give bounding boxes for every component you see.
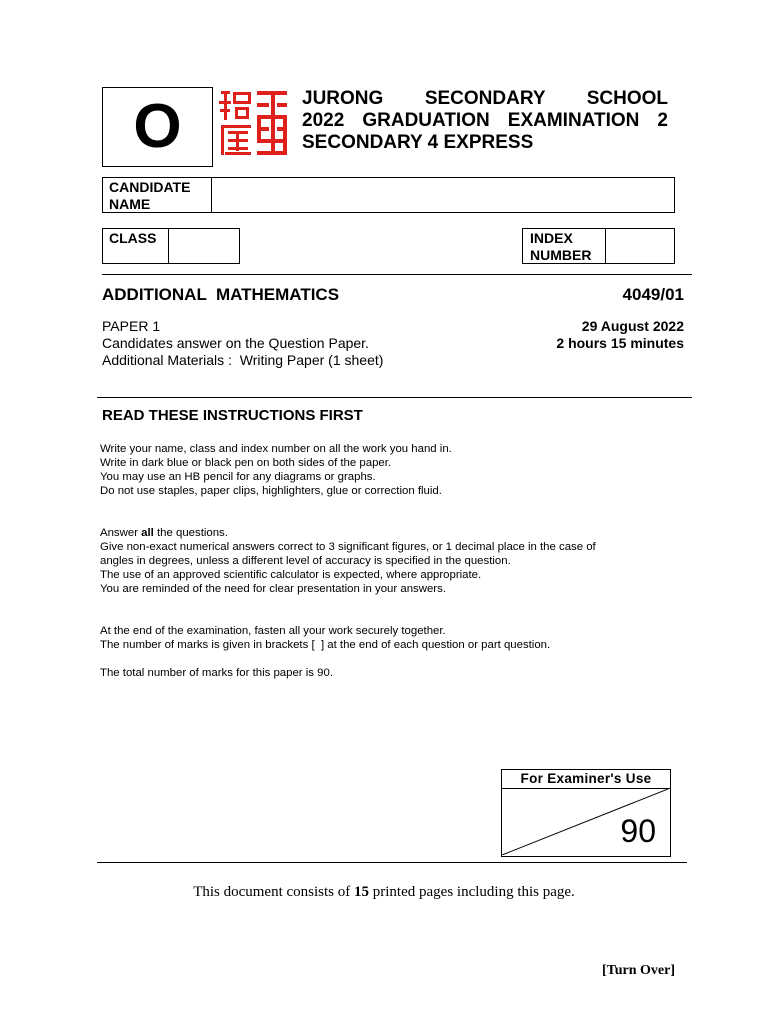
instructions-block-2 <box>100 526 680 596</box>
logo-glyphs <box>219 91 287 155</box>
paper-level-box <box>102 87 213 167</box>
instructions-heading: READ THESE INSTRUCTIONS FIRST <box>102 407 363 424</box>
instruction-line: You may use an HB pencil for any diagrams or graphs. <box>100 471 376 483</box>
instruction-line: Do not use staples, paper clips, highlighters, glue or correction fluid. <box>100 485 442 497</box>
examiner-use-title: For Examiner's Use <box>502 770 670 789</box>
class-label: CLASS <box>109 230 157 246</box>
class-label-cell <box>102 228 169 264</box>
instruction-line <box>100 526 680 540</box>
instruction-line: The number of marks is given in brackets [ ] at the end of each question or part question. <box>100 639 551 651</box>
total-marks-note <box>100 666 680 680</box>
divider <box>97 862 687 863</box>
exam-title <box>302 110 668 132</box>
school-crest-logo <box>219 89 289 157</box>
paper-level-letter: O <box>133 92 182 161</box>
answer-emphasis: all <box>141 527 154 539</box>
subject-title: ADDITIONAL MATHEMATICS <box>102 285 340 304</box>
divider <box>102 274 692 275</box>
instruction-line: The total number of marks for this paper is 90. <box>100 667 333 679</box>
subject-code: 4049/01 <box>622 285 684 304</box>
school-name <box>302 88 668 110</box>
instruction-line: At the end of the examination, fasten all your work securely together. <box>100 625 446 637</box>
additional-materials: Additional Materials : Writing Paper (1 sheet) <box>102 352 384 368</box>
exam-title-word: EXAMINATION <box>507 110 640 131</box>
turn-over-label: [Turn Over] <box>602 963 675 978</box>
index-field[interactable] <box>605 228 675 264</box>
divider <box>97 397 692 398</box>
class-field[interactable] <box>168 228 240 264</box>
page-count-note <box>0 884 768 901</box>
instructions-block-1 <box>100 442 680 498</box>
answer-suffix: the questions. <box>153 527 228 539</box>
answer-note: Candidates answer on the Question Paper. <box>102 335 369 351</box>
instruction-line: Give non-exact numerical answers correct to 3 significant figures, or 1 decimal place in the case of <box>100 541 596 553</box>
instruction-line: Write in dark blue or black pen on both sides of the paper. <box>100 457 392 469</box>
school-name-word: SCHOOL <box>586 88 668 109</box>
index-label: INDEX <box>530 230 573 246</box>
instruction-line: Write your name, class and index number on all the work you hand in. <box>100 443 452 455</box>
instruction-line: angles in degrees, unless a different level of accuracy is specified in the question. <box>100 555 511 567</box>
examiner-use-box <box>501 769 671 857</box>
answer-prefix: Answer <box>100 527 142 539</box>
index-label: NUMBER <box>530 247 592 263</box>
exam-date: 29 August 2022 <box>581 318 684 334</box>
school-name-word: JURONG <box>302 88 384 109</box>
candidate-name-label-cell <box>102 177 212 213</box>
candidate-name-label: CANDIDATE <box>109 179 191 195</box>
examiner-total-marks: 90 <box>620 813 656 849</box>
exam-title-word: GRADUATION <box>362 110 490 131</box>
paper-number: PAPER 1 <box>102 318 161 334</box>
page-count-prefix: This document consists of <box>193 884 355 900</box>
instructions-block-3 <box>100 624 680 652</box>
level-line: SECONDARY 4 EXPRESS <box>302 132 534 153</box>
exam-duration: 2 hours 15 minutes <box>556 335 684 351</box>
page-count: 15 <box>354 884 370 900</box>
school-name-word: SECONDARY <box>424 88 546 109</box>
candidate-name-label: NAME <box>109 196 151 212</box>
instruction-line: You are reminded of the need for clear presentation in your answers. <box>100 583 446 595</box>
exam-title-word: 2022 <box>302 110 345 131</box>
page-count-suffix: printed pages including this page. <box>369 884 575 900</box>
exam-title-word: 2 <box>657 110 668 131</box>
index-label-cell <box>522 228 606 264</box>
candidate-name-field[interactable] <box>213 178 673 212</box>
instruction-line: The use of an approved scientific calculator is expected, where appropriate. <box>100 569 482 581</box>
